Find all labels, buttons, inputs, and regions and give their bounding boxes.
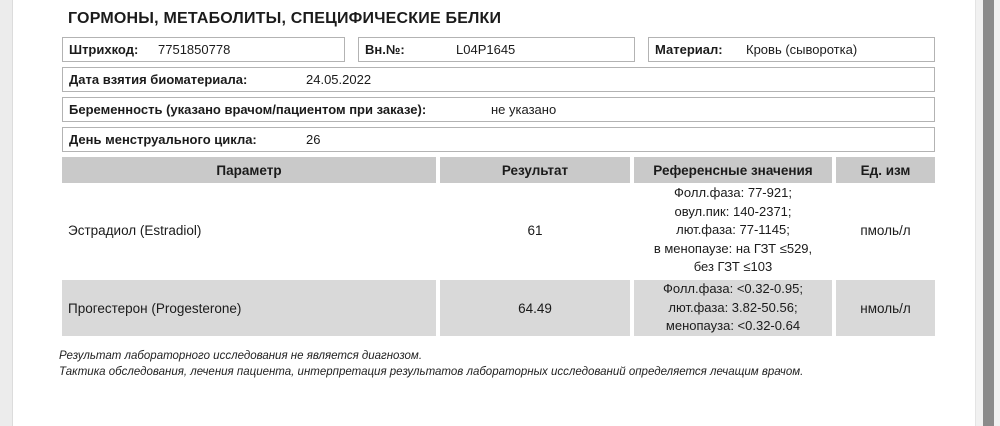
- pregnancy-box: [62, 97, 935, 122]
- cycle-day-value: 26: [306, 132, 321, 147]
- collection-date-value: 24.05.2022: [306, 72, 372, 87]
- results-table: [62, 157, 935, 336]
- reference-line: менопауза: <0.32-0.64: [665, 318, 801, 334]
- internal-number-box: [358, 37, 635, 62]
- left-gutter: [0, 0, 13, 426]
- table-row-estradiol: [62, 184, 935, 277]
- info-row-date: [62, 67, 935, 92]
- unit-cell: пмоль/л: [860, 223, 911, 238]
- reference-line: овул.пик: 140-2371;: [674, 203, 792, 219]
- collection-date-label: Дата взятия биоматериала:: [69, 72, 248, 87]
- header-result: Результат: [440, 157, 630, 183]
- header-unit: Ед. изм: [836, 157, 935, 183]
- internal-number-value: L04P1645: [456, 42, 516, 57]
- barcode-value: 7751850778: [158, 42, 231, 57]
- reference-values-cell: [634, 280, 832, 336]
- reference-line: без ГЗТ ≤103: [693, 259, 773, 275]
- header-parameter: Параметр: [62, 157, 436, 183]
- header-reference-values: Референсные значения: [634, 157, 832, 183]
- disclaimer: [59, 348, 935, 380]
- table-header-row: [62, 157, 935, 183]
- reference-values-cell: [634, 184, 832, 277]
- cycle-day-label: День менструального цикла:: [69, 132, 257, 147]
- cycle-day-box: [62, 127, 935, 152]
- reference-line: в менопаузе: на ГЗТ ≤529,: [653, 240, 813, 256]
- unit-cell: нмоль/л: [836, 280, 935, 336]
- barcode-box: [62, 37, 345, 62]
- material-value: Кровь (сыворотка): [746, 42, 858, 57]
- vertical-scrollbar[interactable]: [975, 0, 1000, 426]
- parameter-cell: Эстрадиол (Estradiol): [68, 223, 202, 238]
- table-row-progesterone: [62, 280, 935, 336]
- pregnancy-value: не указано: [491, 102, 557, 117]
- barcode-label: Штрихкод:: [69, 42, 139, 57]
- result-cell: 64.49: [440, 280, 630, 336]
- reference-line: лют.фаза: 77-1145;: [676, 222, 790, 238]
- reference-line: Фолл.фаза: <0.32-0.95;: [663, 281, 803, 297]
- info-row-top: [62, 37, 935, 62]
- pregnancy-label: Беременность (указано врачом/пациентом при заказе):: [69, 102, 427, 117]
- info-row-pregnancy: [62, 97, 935, 122]
- disclaimer-line-2: Тактика обследования, лечения пациента, интерпретация результатов лабораторных исследований определяется лечащим врачом.: [59, 366, 804, 378]
- scrollbar-thumb[interactable]: [983, 0, 994, 426]
- lab-report-section: [59, 8, 935, 380]
- internal-number-label: Вн.№:: [365, 42, 405, 57]
- parameter-cell: Прогестерон (Progesterone): [62, 280, 436, 336]
- result-cell: 61: [527, 223, 543, 238]
- material-label: Материал:: [655, 42, 723, 57]
- info-row-cycle-day: [62, 127, 935, 152]
- reference-line: лют.фаза: 3.82-50.56;: [668, 299, 798, 315]
- disclaimer-line-1: Результат лабораторного исследования не является диагнозом.: [59, 350, 423, 362]
- reference-line: Фолл.фаза: 77-921;: [674, 185, 792, 201]
- collection-date-box: [62, 67, 935, 92]
- material-box: [648, 37, 935, 62]
- section-title: ГОРМОНЫ, МЕТАБОЛИТЫ, СПЕЦИФИЧЕСКИЕ БЕЛКИ: [68, 10, 502, 27]
